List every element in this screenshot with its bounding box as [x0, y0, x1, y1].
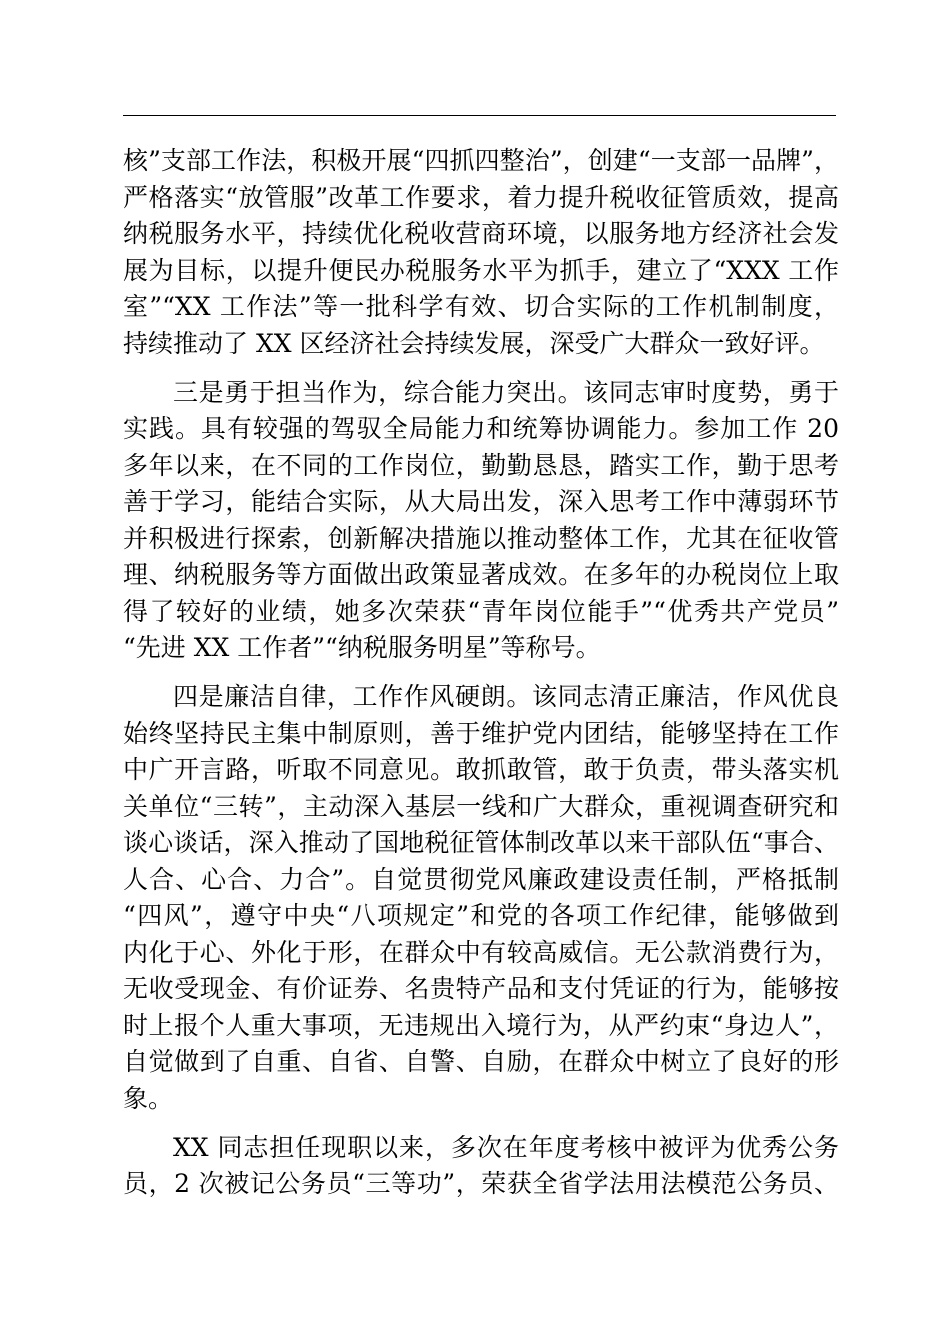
text-line: 四是廉洁自律，工作作风硬朗。该同志清正廉洁，作风优良	[173, 682, 839, 711]
text-line: 关单位“三转”，主动深入基层一线和广大群众，重视调查研究和	[123, 791, 839, 821]
text-line: 核”支部工作法，积极开展“四抓四整治”，创建“一支部一品牌”，	[123, 146, 839, 175]
text-line: 自觉做到了自重、自省、自警、自励，在群众中树立了良好的形	[123, 1047, 839, 1076]
text-line: 人合、心合、力合”。自觉贯彻党风廉政建设责任制，严格抵制	[123, 864, 839, 894]
text-line: “四风”，遵守中央“八项规定”和党的各项工作纪律，能够做到	[123, 901, 839, 930]
text-line: 员，2 次被记公务员“三等功”，荣获全省学法用法模范公务员、	[123, 1169, 839, 1198]
text-line: 展为目标，以提升便民办税服务水平为抓手，建立了“XXX 工作	[123, 255, 839, 285]
paragraph-honors	[123, 1130, 839, 1203]
text-line: 纳税服务水平，持续优化税收营商环境，以服务地方经济社会发	[123, 219, 839, 248]
text-line: “先进 XX 工作者”“纳税服务明星”等称号。	[123, 633, 601, 662]
text-line: 始终坚持民主集中制原则，善于维护党内团结，能够坚持在工作	[123, 718, 839, 748]
text-line: 室”“XX 工作法”等一批科学有效、切合实际的工作机制制度，	[123, 292, 839, 321]
text-line: 善于学习，能结合实际，从大局出发，深入思考工作中薄弱环节	[123, 487, 839, 516]
paragraph-point-four	[123, 679, 839, 1117]
text-line: 多年以来，在不同的工作岗位，勤勤恳恳，踏实工作，勤于思考	[123, 450, 839, 480]
text-line: 理、纳税服务等方面做出政策显著成效。在多年的办税岗位上取	[123, 560, 839, 589]
text-line: 无收受现金、有价证券、名贵特产品和支付凭证的行为，能够按	[123, 974, 839, 1003]
text-line: 严格落实“放管服”改革工作要求，着力提升税收征管质效，提高	[123, 182, 839, 212]
text-line: 谈心谈话，深入推动了国地税征管体制改革以来干部队伍“事合、	[123, 828, 839, 857]
text-line: 持续推动了 XX 区经济社会持续发展，深受广大群众一致好评。	[123, 328, 825, 358]
text-line: 内化于心、外化于形，在群众中有较高威信。无公款消费行为，	[123, 937, 839, 967]
text-line: 象。	[123, 1083, 174, 1113]
text-line: 中广开言路，听取不同意见。敢抓敢管，敢于负责，带头落实机	[123, 755, 839, 784]
header-rule	[123, 115, 836, 116]
text-line: 时上报个人重大事项，无违规出入境行为，从严约束“身边人”，	[123, 1010, 839, 1040]
text-line: XX 同志担任现职以来，多次在年度考核中被评为优秀公务	[173, 1132, 839, 1162]
document-body	[123, 143, 839, 1215]
paragraph-continuation	[123, 143, 839, 362]
text-line: 得了较好的业绩，她多次荣获“青年岗位能手”“优秀共产党员”	[123, 596, 839, 626]
text-line: 实践。具有较强的驾驭全局能力和统筹协调能力。参加工作 20	[123, 414, 839, 443]
text-line: 并积极进行探索，创新解决措施以推动整体工作，尤其在征收管	[123, 523, 839, 553]
paragraph-point-three	[123, 375, 839, 667]
text-line: 三是勇于担当作为，综合能力突出。该同志审时度势，勇于	[173, 377, 839, 407]
